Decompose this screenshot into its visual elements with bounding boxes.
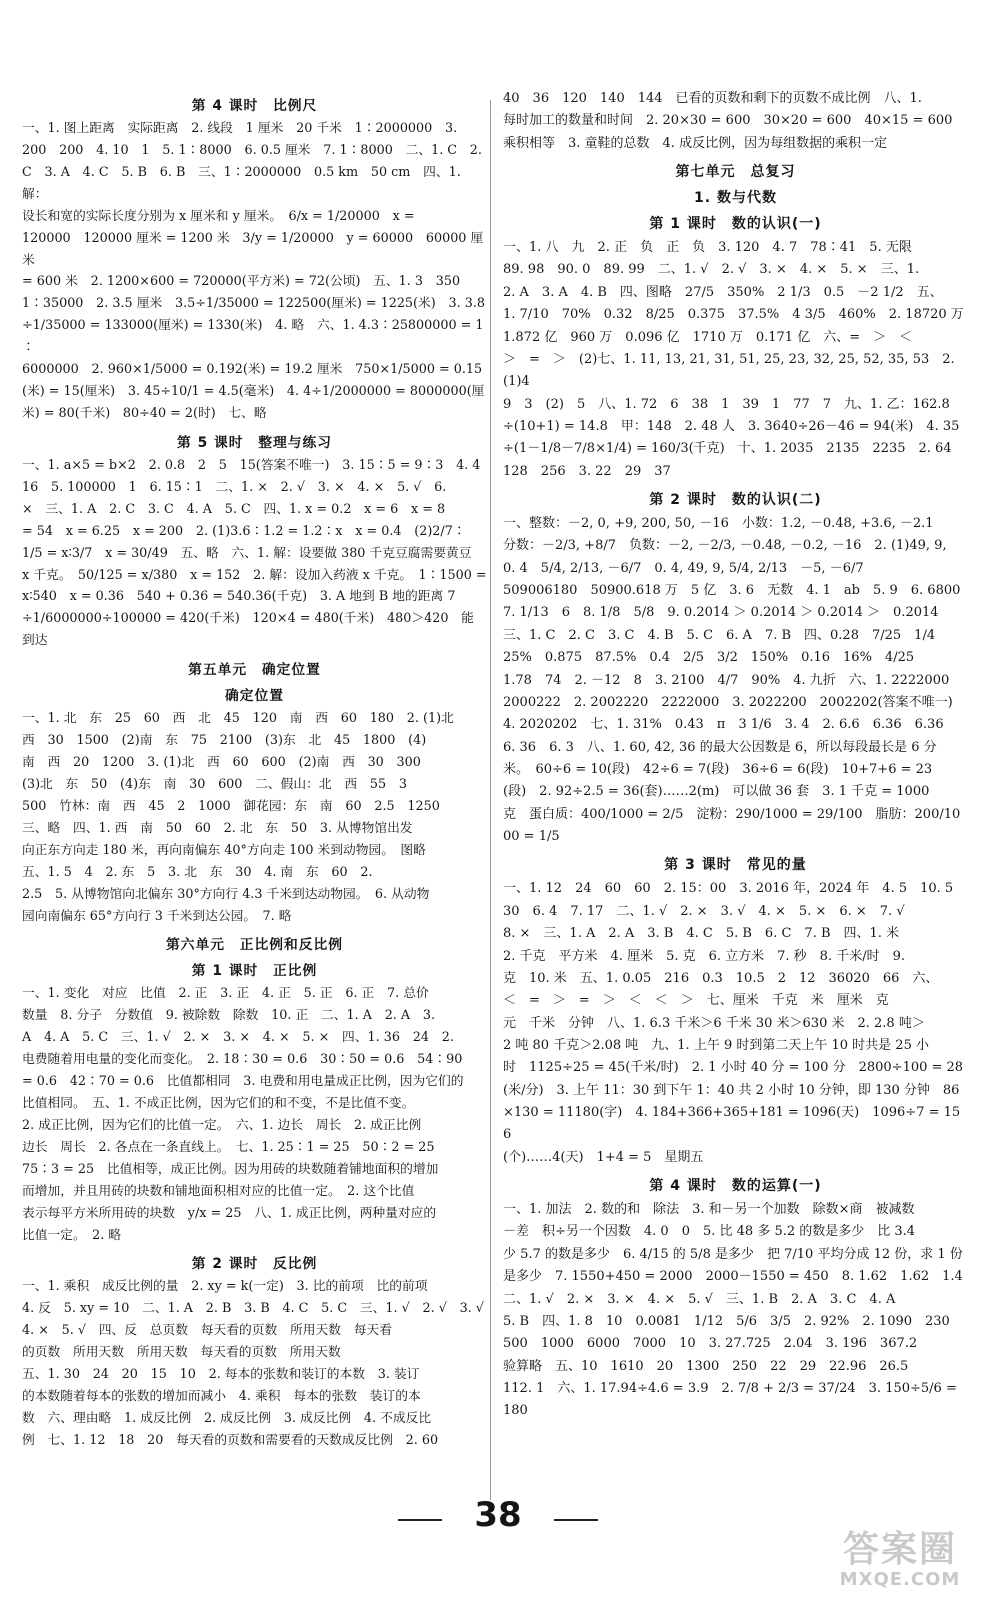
answer-line: C 3. A 4. C 5. B 6. B 三、1∶2000000 0.5 km 50 cm 四、1. 解： (22, 164, 465, 202)
answer-line: 米。 60÷6 = 10(段) 42÷6 = 7(段) 36÷6 = 6(段) 10+7+6 = 23 (503, 761, 933, 777)
answer-line: 二、1. √ 2. × 3. × 4. × 5. √ 三、1. B 2. A 3. C 4. A (503, 1291, 896, 1307)
answer-line: 4. 2020202 七、1. 31% 0.43 π 3 1/6 3. 4 2. 6.6 6.36 6.36 (503, 717, 944, 733)
answer-line: ＞ = ＞ (2)七、1. 11, 13, 21, 31, 51, 25, 23, 32, 25, 52, 35, 53 2. (1)4 (503, 351, 959, 390)
answer-line: ÷1/6000000÷100000 = 420(千米) 120×4 = 480(千米) 480＞420 能 (22, 611, 474, 627)
answer-line: = 600 米 2. 1200×600 = 720000(平方米) = 72(公顷) 五、1. 3 350 (22, 274, 461, 290)
answer-line: 9 3 (2) 5 八、1. 72 6 38 1 39 1 77 7 九、1. 乙：162.8 (503, 396, 950, 412)
answer-line: 一、1. 北 东 25 60 西 北 45 120 南 西 60 180 2. (1)北 (22, 711, 454, 727)
section-heading: 第 1 课时 数的认识(一) (649, 216, 822, 233)
answer-line: 500 竹林：南 西 45 2 1000 御花园：东 南 60 2.5 1250 (22, 798, 440, 814)
answer-line: 25% 0.875 87.5% 0.4 2/5 3/2 150% 0.16 16% 4/25 (503, 650, 915, 666)
answer-line: 比值相同。 五、1. 不成正比例，因为它们的和不变，不是比值不变。 (22, 1096, 415, 1112)
answer-line: 40 36 120 140 144 已看的页数和剩下的页数不成比例 八、1. (503, 91, 922, 106)
answer-line: 五、1. 30 24 20 15 10 2. 每本的张数和装订的本数 3. 装订 (22, 1367, 420, 1383)
section-heading: 第六单元 正比例和反比例 (165, 937, 343, 954)
answer-line: ×130 = 11180(字) 4. 184+366+365+181 = 1096(天) 1096÷7 = 156 (503, 1105, 961, 1143)
section-heading: 第 2 课时 反比例 (191, 1256, 318, 1273)
answer-line: 一、1. 图上距离 实际距离 2. 线段 1 厘米 20 千米 1∶2000000 3. (22, 121, 458, 136)
answer-line: 1∶35000 2. 3.5 厘米 3.5÷1/35000 = 122500(厘米) = 1225(米) 3. 3.8 (22, 296, 485, 312)
watermark-domain: MXQE.COM (839, 1569, 961, 1590)
answer-line: ÷1/35000 = 133000(厘米) = 1330(米) 4. 略 六、1. 4.3∶25800000 = 1∶ (22, 318, 484, 356)
answer-line: 分数：－2/3, +8/7 负数：－2, －2/3, －0.48, －0.2, －16 2. (1)49, 9, (503, 538, 947, 554)
answer-line: 一、1. a×5 = b×2 2. 0.8 2 5 15(答案不唯一) 3. 15∶5 = 9∶3 4. 4 (22, 457, 481, 473)
answer-line: = 0.6 42∶70 = 0.6 比值都相同 3. 电费和用电量成正比例，因为它们的 (22, 1074, 464, 1090)
answer-line: 一、1. 加法 2. 数的和 除法 3. 和－另一个加数 除数×商 被减数 (503, 1202, 915, 1218)
answer-line: 数量 8. 分子 分数值 9. 被除数 除数 10. 正 二、1. A 2. A 3. (22, 1008, 436, 1024)
answer-line: 时 1125÷25 = 45(千米/时) 2. 1 小时 40 分 = 100 分 2800÷100 = 28 (503, 1060, 964, 1076)
answer-line: 一、1. 八 九 2. 正 负 正 负 3. 120 4. 7 78∶41 5. 无限 (503, 240, 912, 256)
answer-line: 比值一定。 2. 略 (22, 1227, 122, 1243)
answer-line: 一、1. 变化 对应 比值 2. 正 3. 正 4. 正 5. 正 6. 正 7. 总价 (22, 986, 429, 1002)
section-heading: 第 1 课时 正比例 (191, 963, 318, 980)
answer-line: 2.5 5. 从博物馆向北偏东 30°方向行 4.3 千米到达动物园。 6. 从动物 (22, 886, 430, 902)
answer-line: 三、1. C 2. C 3. C 4. B 5. C 6. A 7. B 四、0.28 7/25 1/4 (503, 627, 936, 643)
answer-line: 边长 周长 2. 各点在一条直线上。 七、1. 25∶1 = 25 50∶2 = 25 (22, 1139, 435, 1155)
answer-line: 16 5. 100000 1 6. 15∶1 二、1. × 2. √ 3. × 4. × 5. √ 6. (22, 479, 447, 495)
answer-line: x 千克。 50/125 = x/380 x = 152 2. 解：设加入药液 x 千克。 1∶1500 = (22, 567, 487, 583)
answer-line: 0. 4 5/4, 2/13, －6/7 0. 4, 49, 9, 5/4, 2/13 －5, －6/7 (503, 560, 864, 576)
answer-line: 一、1. 12 24 60 60 2. 15：00 3. 2016 年，2024 年 4. 5 10. 5 (503, 881, 954, 897)
answer-line: (个)……4(天) 1+4 = 5 星期五 (503, 1149, 704, 1165)
answer-line: 而增加，并且用砖的块数和铺地面积相对应的比值一定。 2. 这个比值 (22, 1183, 415, 1199)
page-number-dash-right (554, 1519, 598, 1521)
answer-line: 4. 反 5. xy = 10 二、1. A 2. B 3. B 4. C 5. C 三、1. √ 2. √ 3. √ (22, 1301, 484, 1317)
answer-line: 2. A 3. A 4. B 四、图略 27/5 350% 2 1/3 0.5 －2 1/2 五、 (503, 284, 943, 300)
answer-line: 128 256 3. 22 29 37 (503, 463, 671, 479)
answer-line: 8. × 三、1. A 2. A 3. B 4. C 5. B 6. C 7. B 四、1. 米 (503, 926, 900, 942)
answer-line: 2. 成正比例，因为它们的比值一定。 六、1. 边长 周长 2. 成正比例 (22, 1117, 422, 1133)
answer-line: 到达 (22, 633, 48, 649)
answer-line: 是多少 7. 1550+450 = 2000 2000－1550 = 450 8. 1.62 1.62 1.4 (503, 1269, 963, 1285)
answer-line: 509006180 50900.618 万 5 亿 3. 6 无数 4. 1 ab 5. 9 6. 6800 (503, 583, 961, 599)
answer-line: (米) = 15(厘米) 3. 45÷10/1 = 4.5(毫米) 4. 4÷1/2000000 = 8000000(厘 (22, 384, 485, 400)
answer-line: 米) = 80(千米) 80÷40 = 2(时) 七、略 (22, 405, 267, 421)
answer-line: ÷(10+1) = 14.8 甲：148 2. 48 人 3. 3640÷26－46 = 94(米) 4. 35 (503, 418, 960, 434)
section-heading: 1. 数与代数 (694, 190, 777, 207)
answer-line: 五、1. 5 4 2. 东 5 3. 北 东 30 4. 南 东 60 2. (22, 864, 373, 880)
answer-line: 112. 1 六、1. 17.94÷4.6 = 3.9 2. 7/8 + 2/3 = 37/24 3. 150÷5/6 = 180 (503, 1380, 961, 1419)
answer-line: 2. 千克 平方米 4. 厘米 5. 克 6. 立方米 7. 秒 8. 千米/时 9. (503, 948, 905, 964)
answer-line: 一、整数：－2, 0, +9, 200, 50, －16 小数：1.2, －0.48, +3.6, －2.1 (503, 516, 934, 532)
answer-line: 数 六、理由略 1. 成反比例 2. 成反比例 3. 成反比例 4. 不成反比 (22, 1411, 432, 1427)
answer-line: (米/分) 3. 上午 11：30 到下午 1：40 共 2 小时 10 分钟，即 130 分钟 86 (503, 1082, 960, 1098)
answer-line: A 4. A 5. C 三、1. √ 2. × 3. × 4. × 5. × 四、1. 36 24 2. (22, 1030, 454, 1046)
watermark-logo (820, 1530, 980, 1592)
section-heading: 第 5 课时 整理与练习 (177, 434, 332, 451)
answer-line: 的本数随着每本的张数的增加而减小 4. 乘积 每本的张数 装订的本 (22, 1389, 421, 1405)
answer-line: 每时加工的数量和时间 2. 20×30 = 600 30×20 = 600 40×15 = 600 (503, 113, 953, 129)
answer-line: 500 1000 6000 7000 10 3. 27.725 2.04 3. 196 367.2 (503, 1336, 918, 1352)
answer-line: 园向南偏东 65°方向行 3 千米到达公园。 7. 略 (22, 908, 292, 924)
section-heading: 第 4 课时 比例尺 (191, 98, 318, 114)
answer-line: 5. B 四、1. 8 10 0.0081 1/12 5/6 3/5 2. 92% 2. 1090 230 (503, 1313, 950, 1329)
answer-line: 电费随着用电量的变化而变化。 2. 18∶30 = 0.6 30∶50 = 0.6 54∶90 (22, 1052, 463, 1068)
answer-line: 89. 98 90. 0 89. 99 二、1. √ 2. √ 3. × 4. × 5. × 三、1. (503, 262, 920, 278)
answer-line: 75∶3 = 25 比值相等，成正比例。因为用砖的块数随着铺地面积的增加 (22, 1161, 439, 1177)
answer-line: 一、1. 乘积 成反比例的量 2. xy = k(一定) 3. 比的前项 比的前项 (22, 1279, 428, 1295)
answer-line: 200 200 4. 10 1 5. 1∶8000 6. 0.5 厘米 7. 1∶8000 二、1. C 2. (22, 142, 482, 158)
section-heading: 第 3 课时 常见的量 (664, 857, 807, 874)
answer-line: 2 吨 80 千克＞2.08 吨 九、1. 上午 9 时到第二天上午 10 时共是 25 小 (503, 1037, 929, 1053)
answer-line: 验算略 五、10 1610 20 1300 250 22 29 22.96 26.5 (503, 1358, 909, 1374)
answer-line: 少 5.7 的数是多少 6. 4/15 的 5/8 是多少 把 7/10 平均分成 12 份，求 1 份 (503, 1246, 963, 1262)
section-heading: 确定位置 (224, 688, 284, 705)
answer-line: 南 西 20 1200 3. (1)北 西 60 600 (2)南 西 30 300 (22, 755, 421, 771)
answer-line: 1/5 = x∶3/7 x = 30/49 五、略 六、1. 解：设要做 380 千克豆腐需要黄豆 (22, 545, 472, 561)
answer-line: (3)北 东 50 (4)东 南 30 600 二、假山：北 西 55 3 (22, 776, 407, 792)
answer-line: 1. 7/10 70% 0.32 8/25 0.375 37.5% 4 3/5 460% 2. 18720 万 (503, 307, 964, 323)
answer-line: 表示每平方米所用砖的块数 y/x = 25 八、1. 成正比例，两种量对应的 (22, 1205, 437, 1221)
answer-line: 元 千米 分钟 八、1. 6.3 千米＞6 千米 30 米＞630 米 2. 2.8 吨＞ (503, 1015, 925, 1031)
answer-line: (段) 2. 92÷2.5 = 36(套)……2(m) 可以做 36 套 3. 1 千克 = 1000 (503, 784, 930, 800)
answer-line: ＜ = ＞ = ＞ ＜ ＜ ＞ 七、厘米 千克 米 厘米 克 (503, 993, 889, 1009)
answer-line: 30 6. 4 7. 17 二、1. √ 2. × 3. √ 4. × 5. × 6. × 7. √ (503, 903, 905, 919)
section-heading: 第 4 课时 数的运算(一) (649, 1178, 822, 1195)
answer-line: 4. × 5. √ 四、反 总页数 每天看的页数 所用天数 每天看 (22, 1323, 392, 1339)
answer-line: x∶540 x = 0.36 540 + 0.36 = 540.36(千克) 3. A 地到 B 地的距离 7 (22, 589, 456, 605)
section-heading: 第五单元 确定位置 (188, 662, 321, 679)
answer-line: 2000222 2. 2002220 2222000 3. 2022200 2002202(答案不唯一) (503, 694, 953, 710)
answer-line: 向正东方向走 180 米，再向南偏东 40°方向走 100 米到动物园。 图略 (22, 842, 426, 858)
answer-line: 1.872 亿 960 万 0.096 亿 1710 万 0.171 亿 六、= ＞ ＜ (503, 329, 913, 345)
answer-line: 6. 36 6. 3 八、1. 60, 42, 36 的最大公因数是 6，所以每段最长是 6 分 (503, 739, 937, 755)
answer-line: 1.78 74 2. －12 8 3. 2100 4/7 90% 4. 九折 六、1. 2222000 (503, 672, 950, 688)
page-number: 38 (474, 1495, 522, 1535)
answer-line: = 54 x = 6.25 x = 200 2. (1)3.6∶1.2 = 1.2∶x x = 0.4 (2)2/7∶ (22, 523, 466, 539)
answer-line: ÷(1－1/8－7/8×1/4) = 160/3(千克) 十、1. 2035 2135 2235 2. 64 (503, 441, 952, 457)
answer-line: 例 七、1. 12 18 20 每天看的页数和需要看的天数成反比例 2. 60 (22, 1432, 439, 1448)
section-heading: 第 2 课时 数的认识(二) (649, 492, 822, 509)
answer-line: 三、略 四、1. 西 南 50 60 2. 北 东 50 3. 从博物馆出发 (22, 820, 413, 836)
answer-line: 克 10. 米 五、1. 0.05 216 0.3 10.5 2 12 36020 66 六、 (503, 970, 939, 986)
answer-line: 120000 120000 厘米 = 1200 米 3/y = 1/20000 y = 60000 60000 厘米 (22, 230, 484, 268)
answer-line: 7. 1/13 6 8. 1/8 5/8 9. 0.2014 ＞ 0.2014 ＞ 0.2014 ＞ 0.2014 (503, 605, 939, 621)
answer-line: 设长和宽的实际长度分别为 x 厘米和 y 厘米。 6/x = 1/20000 x = (22, 208, 415, 224)
answer-line: －差 积÷另一个因数 4. 0 0 5. 比 48 多 5.2 的数是多少 比 3.4 (503, 1224, 916, 1240)
answer-line: × 三、1. A 2. C 3. C 4. A 5. C 四、1. x = 0.2 x = 6 x = 8 (22, 501, 446, 517)
watermark-text: 答案圈 (842, 1529, 957, 1570)
answer-line: 乘积相等 3. 童鞋的总数 4. 成反比例，因为每组数据的乘积一定 (503, 135, 888, 151)
answer-line: 克 蛋白质：400/1000 = 2/5 淀粉：290/1000 = 29/100 脂肪：200/1000 = 1/5 (503, 806, 961, 845)
answer-line: 西 30 1500 (2)南 东 75 2100 (3)东 北 45 1800 (4) (22, 733, 427, 749)
page-number-dash-left (398, 1519, 442, 1521)
answer-line: 的页数 所用天数 所用天数 每天看的页数 所用天数 (22, 1345, 341, 1361)
column-divider (490, 100, 491, 1500)
right-column (503, 88, 968, 1423)
section-heading: 第七单元 总复习 (675, 164, 796, 181)
left-column (22, 88, 487, 1452)
answer-line: 6000000 2. 960×1/5000 = 0.192(米) = 19.2 厘米 750×1/5000 = 0.15 (22, 362, 483, 378)
